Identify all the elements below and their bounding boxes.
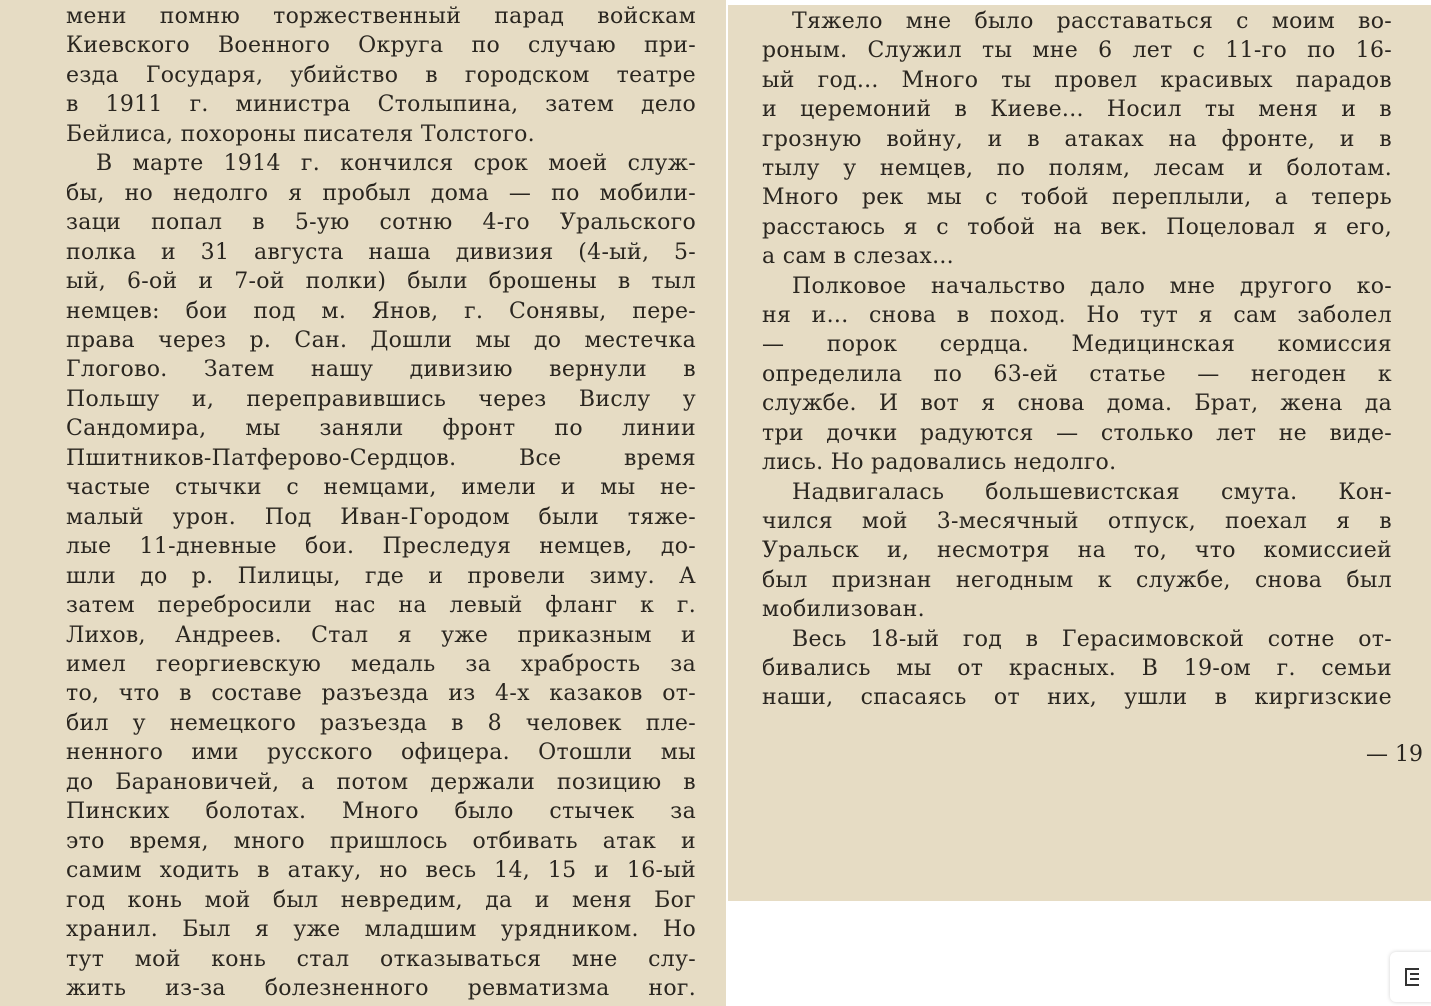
text-line: Уральск и, несмотря на то, что комиссией [762,538,1392,564]
text-line: мени помню торжественный парад войскам [66,4,696,29]
text-line: ый год... Много ты провел красивых парадов [762,67,1392,93]
text-line: хранил. Был я уже младшим урядником. Но [66,917,696,943]
text-line: Пинских болотах. Много было стычек за [66,799,696,825]
text-line: тут мой конь стал отказываться мне слу- [66,946,696,972]
text-line: бил у немецкого разъезда в 8 человек пле- [66,710,696,736]
text-line: самим ходить в атаку, но весь 14, 15 и 16-ый [66,858,696,884]
text-line: полка и 31 августа наша дивизия (4-ый, 5- [66,239,696,265]
text-line: а сам в слезах... [762,244,954,270]
text-line: тылу у немцев, по полям, лесам и болотам. [762,156,1392,182]
text-line: ня и... снова в поход. Но тут я сам заболел [762,303,1392,329]
text-line: и церемоний в Киеве... Носил ты меня и в [762,97,1392,123]
text-line: шли до р. Пилицы, где и провели зиму. А [66,563,696,589]
text-line: жить из-за болезненного ревматизма ног. [66,975,696,1001]
text-line: три дочки радуются — столько лет не виде- [762,420,1392,446]
text-line: бивались мы от красных. В 19-ом г. семьи [762,655,1392,681]
text-line: частые стычки с немцами, имели и мы не- [66,475,696,501]
text-line: в 1911 г. министра Столыпина, затем дело [66,92,696,118]
text-line: затем перебросили нас на левый фланг к г. [66,593,696,619]
table-of-contents-icon [1402,967,1422,987]
left-page-text [66,2,696,1003]
text-line: имел георгиевскую медаль за храбрость за [66,651,696,677]
text-line: Много рек мы с тобой переплыли, а теперь [762,185,1392,211]
text-line: Сандомира, мы заняли фронт по линии [66,416,696,442]
text-line: лись. Но радовались недолго. [762,450,1117,476]
text-line: чился мой 3-месячный отпуск, поехал я в [762,508,1392,534]
text-line: Глогово. Затем нашу дивизию вернули в [66,357,696,383]
text-line: Польшу и, переправившись через Вислу у [66,386,696,412]
text-line: Тяжело мне было расставаться с моим во- [792,9,1392,34]
text-line: год конь мой был невредим, да и меня Бог [66,887,696,913]
text-line: Надвигалась большевистская смута. Кон- [792,479,1392,505]
text-line: роным. Служил ты мне 6 лет с 11-го по 16- [762,38,1392,64]
text-line: определила по 63-ей статье — негоден к [762,361,1392,387]
text-line: наши, спасаясь от них, ушли в киргизские [762,685,1392,711]
text-line: был признан негодным к службе, снова был [762,567,1392,593]
text-line: то, что в составе разъезда из 4-х казаков от- [66,681,696,707]
text-line: Полковое начальство дало мне другого ко- [792,273,1392,299]
text-line: заци попал в 5-ую сотню 4-го Уральского [66,210,696,236]
page-number: — 19 [1366,742,1423,767]
text-line: ый, 6-ой и 7-ой полки) были брошены в тыл [66,269,696,295]
text-line: Пшитников-Патферово-Сердцов. Все время [66,445,696,471]
text-line: Бейлиса, похороны писателя Толстого. [66,121,535,147]
text-line: малый урон. Под Иван-Городом были тяже- [66,504,696,530]
text-line: лые 11-дневные бои. Преследуя немцев, до- [66,534,696,560]
text-line: это время, много пришлось отбивать атак и [66,828,696,854]
text-line: мобилизован. [762,597,925,623]
right-page-text [762,7,1392,713]
text-line: бы, но недолго я пробыл дома — по мобили- [66,180,696,206]
text-line: езда Государя, убийство в городском театре [66,62,696,88]
text-line: до Барановичей, а потом держали позицию в [66,769,696,795]
text-line: Киевского Военного Округа по случаю при- [66,33,696,59]
text-line: ненного ими русского офицера. Отошли мы [66,740,696,766]
text-line: права через р. Сан. Дошли мы до местечка [66,327,696,353]
text-line: службе. И вот я снова дома. Брат, жена да [762,391,1392,417]
table-of-contents-button[interactable] [1390,952,1431,1002]
text-line: Весь 18-ый год в Герасимовской сотне от- [792,626,1392,652]
text-line: Лихов, Андреев. Стал я уже приказным и [66,622,696,648]
text-line: грозную войну, и в атаках на фронте, и в [762,126,1392,152]
text-line: — порок сердца. Медицинская комиссия [762,332,1392,358]
text-line: расстаюсь я с тобой на век. Поцеловал я его, [762,214,1392,240]
text-line: немцев: бои под м. Янов, г. Сонявы, пере- [66,298,696,324]
right-page [728,5,1431,901]
text-line: В марте 1914 г. кончился срок моей служ- [96,151,696,177]
